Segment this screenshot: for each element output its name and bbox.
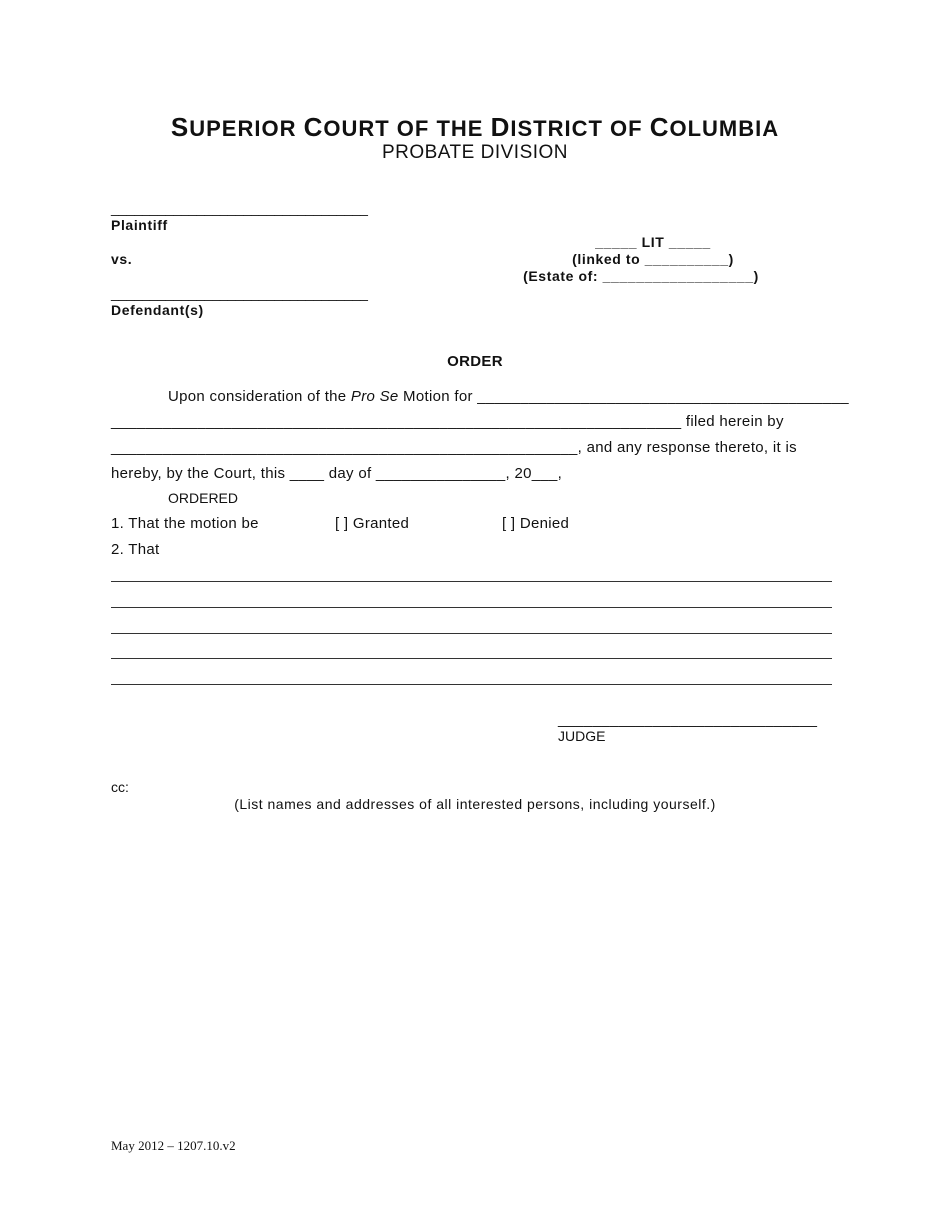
order-line-4[interactable]: hereby, by the Court, this ____ day of _______________, 20___, (111, 465, 563, 482)
granted-checkbox[interactable]: [ ] Granted (335, 515, 410, 532)
judge-label: JUDGE (558, 728, 606, 744)
case-number-line[interactable]: _____ LIT _____ (595, 234, 711, 250)
vs-label: vs. (111, 251, 133, 267)
item-2-label: 2. That (111, 541, 160, 558)
item-1-label: 1. That the motion be (111, 515, 259, 532)
order-line-1-prefix: Upon consideration of the (168, 388, 351, 405)
court-title-istrict-of: ISTRICT OF (510, 116, 650, 141)
court-title-s: S (170, 112, 190, 142)
court-title (0, 112, 950, 143)
denied-checkbox[interactable]: [ ] Denied (502, 515, 570, 532)
court-title-olumbia: OLUMBIA (669, 116, 780, 141)
court-title-c2: C (649, 112, 670, 142)
order-line-1-suffix: Motion for ___________________________________________ (398, 388, 849, 405)
court-title-d: D (490, 112, 511, 142)
court-title-uperior: UPERIOR (189, 116, 304, 141)
cc-label: cc: (111, 779, 129, 795)
defendant-blank[interactable]: _________________________________ (111, 285, 368, 301)
order-line-2[interactable]: __________________________________________________________________ filed herein by (111, 413, 784, 430)
writing-line-1[interactable] (111, 581, 832, 582)
estate-of-line[interactable]: (Estate of: __________________) (523, 268, 759, 284)
writing-line-5[interactable] (111, 684, 832, 685)
judge-signature-blank[interactable]: ______________________________ (558, 711, 818, 728)
court-title-c: C (303, 112, 324, 142)
linked-to-line[interactable]: (linked to __________) (572, 251, 734, 267)
pro-se-text: Pro Se (350, 388, 399, 405)
order-heading: ORDER (447, 353, 503, 370)
court-title-ourt-of-the: OURT OF THE (323, 116, 491, 141)
defendant-label: Defendant(s) (111, 302, 204, 318)
order-line-1[interactable] (168, 388, 849, 405)
writing-line-3[interactable] (111, 633, 832, 634)
cc-instruction: (List names and addresses of all interested persons, including yourself.) (234, 796, 716, 812)
plaintiff-label: Plaintiff (111, 217, 168, 233)
ordered-label: ORDERED (168, 490, 239, 506)
form-version: May 2012 – 1207.10.v2 (111, 1138, 236, 1153)
division-title: PROBATE DIVISION (381, 142, 569, 163)
writing-line-2[interactable] (111, 607, 832, 608)
order-line-3[interactable]: ______________________________________________________, and any response thereto, it is (111, 439, 797, 456)
writing-line-4[interactable] (111, 658, 832, 659)
plaintiff-blank[interactable]: _________________________________ (111, 200, 368, 216)
